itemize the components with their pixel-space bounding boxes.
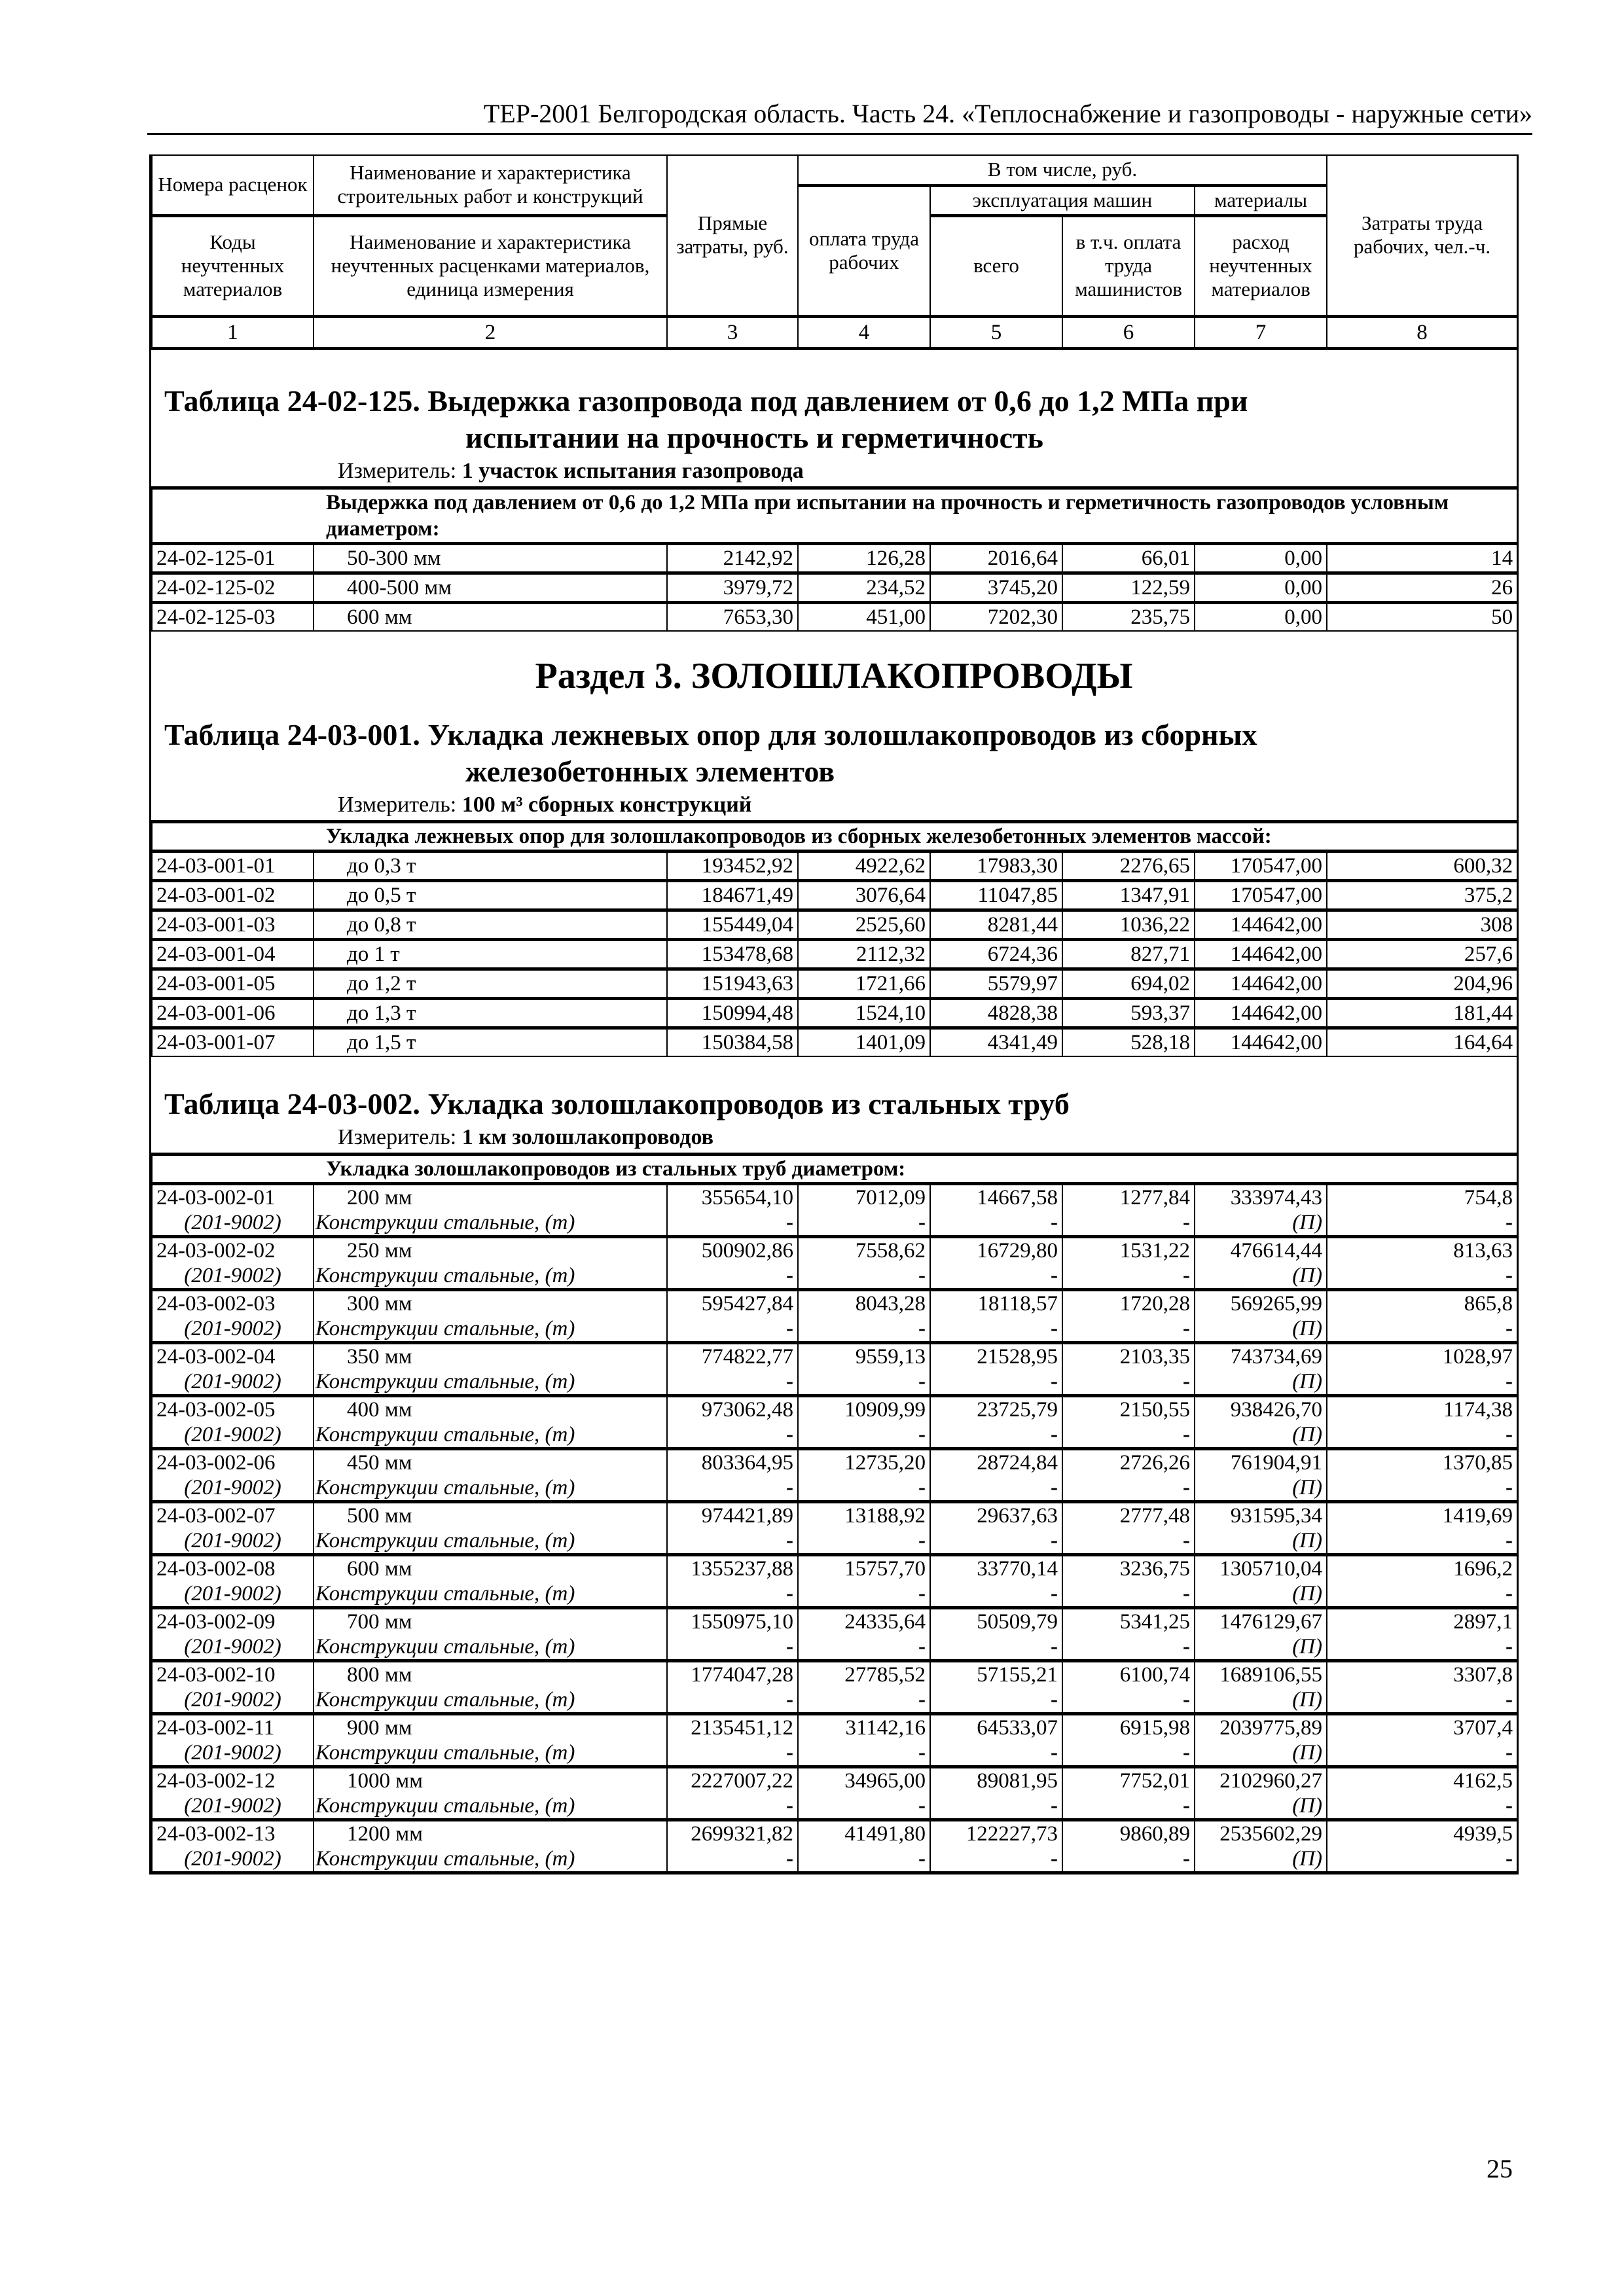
col-rate-numbers: Номера расценок: [152, 155, 314, 215]
col-labor-hours: Затраты труда рабочих, чел.-ч.: [1327, 155, 1517, 316]
rates-document: [149, 154, 1519, 1874]
table-row: 24-03-001-05 до 1,2 т 151943,63 1721,66 5579,97 694,02 144642,00 204,96: [152, 969, 1517, 998]
table-row: 24-03-002-12 1000 мм 2227007,22 34965,00 89081,95 7752,01 2102960,27 4162,5: [152, 1767, 1517, 1793]
table-row: 24-03-002-10 800 мм 1774047,28 27785,52 57155,21 6100,74 1689106,55 3307,8: [152, 1660, 1517, 1687]
measure-unit: Измеритель: 1 км золошлакопроводов: [338, 1124, 713, 1149]
col-group-materials: материалы: [1195, 185, 1327, 215]
col-number: 6: [1062, 316, 1195, 348]
page-number: 25: [1487, 2154, 1513, 2183]
table-title: Таблица 24-03-002. Укладка золошлакопроводов из стальных труб: [164, 1086, 1070, 1121]
col-number: 1: [152, 316, 314, 348]
table-row: 24-03-002-08 600 мм 1355237,88 15757,70 33770,14 3236,75 1305710,04 1696,2: [152, 1554, 1517, 1581]
section-title: Раздел 3. ЗОЛОШЛАКОПРОВОДЫ: [535, 655, 1133, 696]
table-row: 24-03-002-06 450 мм 803364,95 12735,20 28724,84 2726,26 761904,91 1370,85: [152, 1448, 1517, 1475]
running-header: ТЕР-2001 Белгородская область. Часть 24. «Теплоснабжение и газопроводы - наружные сети»: [147, 98, 1532, 135]
group-caption: Укладка лежневых опор для золошлакопроводов из сборных железобетонных элементов массой:: [152, 821, 1517, 851]
table-row: 24-03-002-02 250 мм 500902,86 7558,62 16729,80 1531,22 476614,44 813,63: [152, 1236, 1517, 1263]
table-row: 24-03-001-02 до 0,5 т 184671,49 3076,64 11047,85 1347,91 170547,00 375,2: [152, 880, 1517, 910]
col-material-consumption: расход неучтенных материалов: [1195, 215, 1327, 316]
col-number: 8: [1327, 316, 1517, 348]
table-row: 24-03-001-07 до 1,5 т 150384,58 1401,09 4341,49 528,18 144642,00 164,64: [152, 1028, 1517, 1056]
table-row: 24-03-001-06 до 1,3 т 150994,48 1524,10 4828,38 593,37 144642,00 181,44: [152, 998, 1517, 1028]
table-row: 24-03-002-11 900 мм 2135451,12 31142,16 64533,07 6915,98 2039775,89 3707,4: [152, 1713, 1517, 1740]
material-row: (201-9002) Конструкции стальные, (т) - - - - (П) -: [152, 1634, 1517, 1661]
table-row: 24-03-002-07 500 мм 974421,89 13188,92 29637,63 2777,48 931595,34 1419,69: [152, 1501, 1517, 1528]
table-row: 24-02-125-01 50-300 мм 2142,92 126,28 2016,64 66,01 0,00 14: [152, 543, 1517, 573]
col-number: 4: [798, 316, 930, 348]
table-row: 24-03-001-04 до 1 т 153478,68 2112,32 6724,36 827,71 144642,00 257,6: [152, 939, 1517, 969]
table-row: 24-03-002-13 1200 мм 2699321,82 41491,80 122227,73 9860,89 2535602,29 4939,5: [152, 1820, 1517, 1846]
col-work-name: Наименование и характеристика строительных работ и конструкций: [314, 155, 667, 215]
material-row: (201-9002) Конструкции стальные, (т) - - - - (П) -: [152, 1581, 1517, 1608]
table-row: 24-03-001-03 до 0,8 т 155449,04 2525,60 8281,44 1036,22 144642,00 308: [152, 910, 1517, 939]
rates-table-24-02-125: [151, 486, 1518, 632]
col-machines-total: всего: [930, 215, 1062, 316]
col-number: 5: [930, 316, 1062, 348]
col-number: 7: [1195, 316, 1327, 348]
col-number: 2: [314, 316, 667, 348]
table-row: 24-03-002-03 300 мм 595427,84 8043,28 18118,57 1720,28 569265,99 865,8: [152, 1289, 1517, 1316]
table-row: 24-03-002-09 700 мм 1550975,10 24335,64 50509,79 5341,25 1476129,67 2897,1: [152, 1607, 1517, 1634]
material-row: (201-9002) Конструкции стальные, (т) - - - - (П) -: [152, 1369, 1517, 1396]
table-title: Таблица 24-02-125. Выдержка газопровода под давлением от 0,6 до 1,2 МПа при испытании на прочность и герметичность: [164, 384, 1248, 454]
material-row: (201-9002) Конструкции стальные, (т) - - - - (П) -: [152, 1687, 1517, 1714]
material-row: (201-9002) Конструкции стальные, (т) - - - - (П) -: [152, 1740, 1517, 1767]
table-title: Таблица 24-03-001. Укладка лежневых опор для золошлакопроводов из сборных железобетонных элементов: [164, 717, 1257, 788]
group-caption: Выдержка под давлением от 0,6 до 1,2 МПа при испытании на прочность и герметичность газопроводов условным диаметром:: [152, 488, 1517, 543]
rates-table-24-03-002: [151, 1153, 1518, 1873]
material-row: (201-9002) Конструкции стальные, (т) - - - - (П) -: [152, 1793, 1517, 1820]
table-row: 24-03-002-01 200 мм 355654,10 7012,09 14667,58 1277,84 333974,43 754,8: [152, 1183, 1517, 1210]
material-row: (201-9002) Конструкции стальные, (т) - - - - (П) -: [152, 1422, 1517, 1449]
group-caption: Укладка золошлакопроводов из стальных труб диаметром:: [152, 1154, 1517, 1183]
col-group-including: В том числе, руб.: [798, 155, 1327, 185]
material-row: (201-9002) Конструкции стальные, (т) - - - - (П) -: [152, 1263, 1517, 1290]
col-direct-costs: Прямые затраты, руб.: [667, 155, 798, 316]
material-row: (201-9002) Конструкции стальные, (т) - - - - (П) -: [152, 1528, 1517, 1555]
col-number: 3: [667, 316, 798, 348]
table-row: 24-02-125-03 600 мм 7653,30 451,00 7202,30 235,75 0,00 50: [152, 602, 1517, 631]
material-row: (201-9002) Конструкции стальные, (т) - - - - (П) -: [152, 1846, 1517, 1872]
table-row: 24-02-125-02 400-500 мм 3979,72 234,52 3745,20 122,59 0,00 26: [152, 573, 1517, 602]
table-row: 24-03-002-05 400 мм 973062,48 10909,99 23725,79 2150,55 938426,70 1174,38: [152, 1395, 1517, 1422]
col-material-name: Наименование и характеристика неучтенных расценками материалов, единица измерения: [314, 215, 667, 316]
table-row: 24-03-002-04 350 мм 774822,77 9559,13 21528,95 2103,35 743734,69 1028,97: [152, 1342, 1517, 1369]
col-worker-pay: оплата труда рабочих: [798, 185, 930, 316]
material-row: (201-9002) Конструкции стальные, (т) - - - - (П) -: [152, 1475, 1517, 1502]
measure-unit: Измеритель: 1 участок испытания газопровода: [338, 458, 804, 483]
col-operators-pay: в т.ч. оплата труда машинистов: [1062, 215, 1195, 316]
material-row: (201-9002) Конструкции стальные, (т) - - - - (П) -: [152, 1316, 1517, 1343]
material-row: (201-9002) Конструкции стальные, (т) - - - - (П) -: [152, 1210, 1517, 1237]
column-header-table: [151, 154, 1518, 350]
measure-unit: Измеритель: 100 м³ сборных конструкций: [338, 792, 752, 817]
col-material-codes: Коды неучтенных материалов: [152, 215, 314, 316]
col-group-machines: эксплуатация машин: [930, 185, 1195, 215]
rates-table-24-03-001: [151, 820, 1518, 1057]
table-row: 24-03-001-01 до 0,3 т 193452,92 4922,62 17983,30 2276,65 170547,00 600,32: [152, 851, 1517, 880]
